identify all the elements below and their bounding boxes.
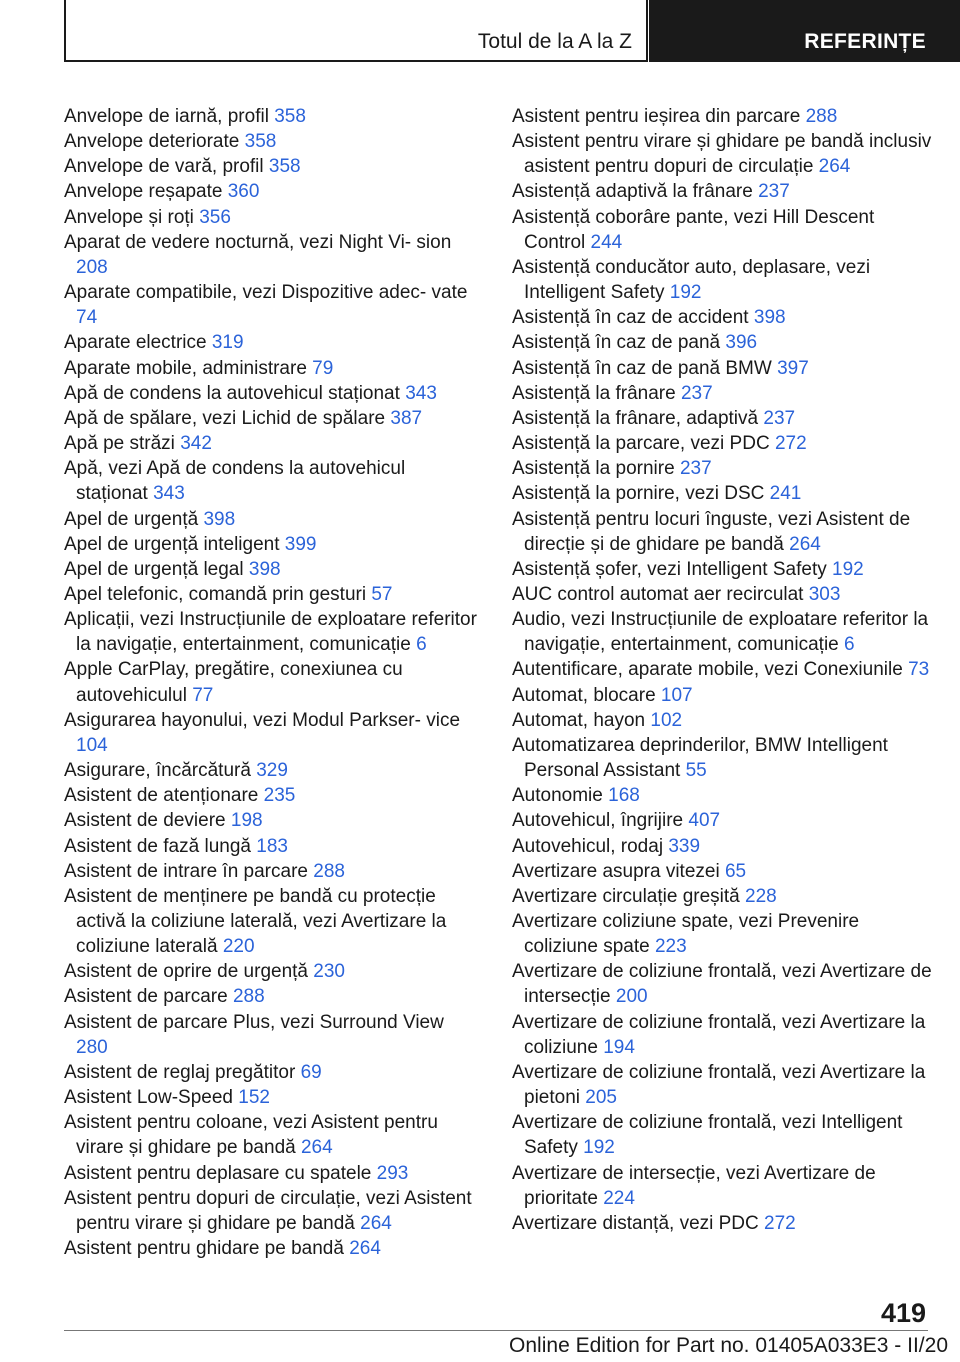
index-entry [64,708,478,758]
index-term: Asistent de oprire de urgență [64,961,308,983]
page-reference-link[interactable]: 228 [745,885,777,907]
index-term: Autonomie [512,785,603,807]
index-entry [512,783,932,808]
page-reference-link[interactable]: 329 [256,760,288,782]
page-reference-link[interactable]: 272 [774,433,807,455]
page-reference-link[interactable]: 104 [76,734,108,756]
chapter-tab [649,0,960,62]
page-reference-link[interactable]: 358 [268,156,301,178]
page-reference-link[interactable]: 398 [203,508,236,530]
page-reference-link[interactable]: 107 [660,684,693,706]
index-term: Avertizare coliziune spate, vezi Prevenire coliziune spate [512,911,860,958]
page-reference-link[interactable]: 293 [376,1162,409,1184]
index-entry [64,154,478,179]
page-reference-link[interactable]: 356 [199,206,231,228]
page-reference-link[interactable]: 237 [763,407,796,429]
index-term: Autentificare, aparate mobile, vezi Conexiunile [512,659,903,681]
index-entry [64,280,478,330]
page-reference-link[interactable]: 264 [349,1238,381,1260]
page-reference-link[interactable]: 230 [313,961,345,983]
index-entry [64,179,478,204]
index-term: Apel de urgență legal [64,558,244,580]
index-term: Anvelope de vară, profil [64,156,264,178]
page-reference-link[interactable]: 198 [230,810,263,832]
index-term: Asistent de parcare [64,986,228,1008]
page-reference-link[interactable]: 272 [764,1212,796,1234]
index-entry [512,305,932,330]
index-term: Asistent de reglaj pregătitor [64,1061,296,1083]
index-column-left [64,104,478,1261]
index-term: Asistență la pornire [512,458,675,480]
page-reference-link[interactable]: 387 [390,407,423,429]
index-term: Aparate compatibile, vezi Dispozitive adec‐ vate [64,282,468,304]
index-term: Automat, hayon [512,709,646,731]
index-term: Autovehicul, rodaj [512,835,664,857]
index-column-right [512,104,932,1236]
index-entry [64,984,478,1009]
index-term: Asistent pentru coloane, vezi Asistent pentru virare și ghidare pe bandă [64,1112,438,1159]
index-term: Anvelope și roți [64,206,194,228]
index-entry [64,884,478,959]
index-entry [512,708,932,733]
page-reference-link[interactable]: 77 [192,684,214,706]
page-reference-link[interactable]: 194 [603,1036,635,1058]
index-term: Asistent de intrare în parcare [64,860,308,882]
index-entry [64,1236,478,1261]
page-reference-link[interactable]: 208 [76,256,108,278]
index-entry [512,330,932,355]
index-entry [64,129,478,154]
index-term: Aparate electrice [64,332,207,354]
index-entry [512,406,932,431]
index-entry [512,909,932,959]
index-term: Asigurare, încărcătură [64,760,251,782]
index-entry [512,733,932,783]
page-reference-link[interactable]: 360 [227,181,260,203]
page-reference-link[interactable]: 69 [300,1061,322,1083]
index-term: Automatizarea deprinderilor, BMW Intelligent Personal Assistant [512,734,888,782]
index-term: Asistență la frânare, adaptivă [512,407,759,429]
index-term: Anvelope reșapate [64,181,223,203]
index-term: Autovehicul, îngrijire [512,810,684,832]
page-reference-link[interactable]: 339 [668,835,701,857]
page-reference-link[interactable]: 303 [808,583,841,605]
page-reference-link[interactable]: 288 [313,860,345,882]
page-reference-link[interactable]: 237 [680,382,713,404]
index-entry [512,959,932,1009]
index-entry [512,481,932,506]
page-reference-link[interactable]: 205 [585,1087,617,1109]
index-term: AUC control automat aer recirculat [512,583,804,605]
index-term: Asistent de fază lungă [64,835,251,857]
page-reference-link[interactable]: 398 [248,558,281,580]
index-entry [512,1060,932,1110]
index-entry [64,431,478,456]
page-reference-link[interactable]: 192 [832,558,864,580]
index-term: Aparate mobile, administrare [64,357,307,379]
page-reference-link[interactable]: 152 [238,1087,270,1109]
index-term: Asistent pentru deplasare cu spatele [64,1162,372,1184]
index-entry [512,129,932,179]
footer-divider [64,1330,928,1331]
page-reference-link[interactable]: 6 [844,634,855,656]
index-term: Anvelope de iarnă, profil [64,106,269,127]
page-reference-link[interactable]: 342 [180,433,212,455]
page-reference-link[interactable]: 358 [274,106,306,127]
index-entry [64,582,478,607]
page-reference-link[interactable]: 264 [789,533,821,555]
index-term: Apă de spălare, vezi Lichid de spălare [64,407,386,429]
page-number: 419 [880,1298,926,1328]
index-term: Aplicații, vezi Instrucțiunile de exploatare referitor la navigație, entertainment, comunicație [64,609,477,656]
index-entry [64,456,478,506]
index-term: Asistență pentru locuri înguste, vezi Asistent de direcție și de ghidare pe bandă [512,508,911,555]
page-reference-link[interactable]: 396 [725,332,758,354]
page-reference-link[interactable]: 224 [603,1187,635,1209]
index-entry [512,507,932,557]
index-entry [64,205,478,230]
page-reference-link[interactable]: 343 [405,382,437,404]
index-term: Asistent pentru dopuri de circulație, vezi Asistent pentru virare și ghidare pe bandă [64,1187,472,1234]
index-entry [512,1161,932,1211]
index-term: Asistent pentru ieșirea din parcare [512,106,801,127]
index-term: Avertizare de coliziune frontală, vezi Intelligent Safety [512,1112,903,1159]
page-reference-link[interactable]: 65 [724,860,747,882]
index-entry [64,1161,478,1186]
index-entry [64,607,478,657]
page-reference-link[interactable]: 399 [284,533,317,555]
page-reference-link[interactable]: 79 [312,357,334,379]
page-reference-link[interactable]: 288 [232,986,265,1008]
index-term: Asistent pentru virare și ghidare pe bandă inclusiv asistent pentru dopuri de circulație [512,131,932,178]
index-term: Asistență la pornire, vezi DSC [512,483,765,505]
index-entry [512,255,932,305]
index-entry [512,205,932,255]
index-term: Asistent Low-Speed [64,1087,233,1109]
index-term: Asistență adaptivă la frânare [512,181,753,203]
page-reference-link[interactable]: 6 [416,634,427,656]
index-term: Apel de urgență [64,508,199,530]
index-term: Avertizare de coliziune frontală, vezi Avertizare la pietoni [512,1061,926,1109]
index-term: Asigurarea hayonului, vezi Modul Parkser‐ vice [64,709,461,731]
index-term: Asistență la frânare [512,382,676,404]
page-reference-link[interactable]: 168 [608,785,640,807]
page-reference-link[interactable]: 288 [805,106,838,127]
index-entry [64,381,478,406]
page-reference-link[interactable]: 220 [222,936,255,958]
page-reference-link[interactable]: 223 [654,936,687,958]
index-term: Avertizare de coliziune frontală, vezi Avertizare la coliziune [512,1011,926,1058]
index-term: Apel telefonic, comandă prin gesturi [64,583,367,605]
index-term: Avertizare de intersecție, vezi Avertizare de prioritate [512,1162,876,1209]
page-reference-link[interactable]: 398 [753,307,786,329]
page-reference-link[interactable]: 235 [263,785,296,807]
chapter-title: REFERINȚE [804,30,926,53]
index-entry [64,406,478,431]
index-entry [512,381,932,406]
index-entry [512,834,932,859]
index-entry [64,1110,478,1160]
footer-edition: Online Edition for Part no. 01405A033E3 - II/20 [509,1334,948,1357]
section-title: Totul de la A la Z [477,30,632,53]
page-reference-link[interactable]: 264 [818,156,851,178]
index-entry [64,104,478,129]
index-entry [512,808,932,833]
index-term: Asistent de menținere pe bandă cu protecție activă la coliziune laterală, vezi Avertizare la coliziune laterală [64,885,447,958]
index-term: Apel de urgență inteligent [64,533,280,555]
index-term: Apple CarPlay, pregătire, conexiunea cu autovehiculul [64,659,403,706]
index-entry [64,1060,478,1085]
index-entry [512,356,932,381]
index-entry [512,582,932,607]
index-term: Avertizare distanță, vezi PDC [512,1212,759,1234]
index-entry [64,758,478,783]
index-term: Anvelope deteriorate [64,131,240,153]
page-reference-link[interactable]: 241 [769,483,802,505]
index-entry [64,507,478,532]
page-reference-link[interactable]: 192 [583,1137,615,1159]
index-term: Asistență șofer, vezi Intelligent Safety [512,558,827,580]
index-term: Asistență conducător auto, deplasare, vezi Intelligent Safety [512,256,871,304]
index-entry [512,1211,932,1236]
page-reference-link[interactable]: 264 [360,1212,392,1234]
index-entry [512,179,932,204]
index-term: Apă pe străzi [64,433,175,455]
index-term: Audio, vezi Instrucțiunile de exploatare referitor la navigație, entertainment, comunicație [512,609,929,656]
index-entry [64,834,478,859]
index-entry [64,859,478,884]
page-reference-link[interactable]: 244 [590,231,623,253]
index-entry [64,1186,478,1236]
index-term: Asistent de parcare Plus, vezi Surround View [64,1011,444,1033]
page-reference-link[interactable]: 74 [76,307,98,329]
index-term: Asistență în caz de pană [512,332,721,354]
index-term: Asistență în caz de pană BMW [512,357,772,379]
index-term: Automat, blocare [512,684,656,706]
index-term: Avertizare circulație greșită [512,885,740,907]
page-reference-link[interactable]: 73 [908,659,930,681]
page-header [64,0,960,64]
index-entry [512,456,932,481]
index-entry [64,783,478,808]
index-entry [512,557,932,582]
index-entry [64,1085,478,1110]
page-reference-link[interactable]: 397 [777,357,809,379]
index-entry [64,808,478,833]
page-reference-link[interactable]: 264 [300,1137,333,1159]
page-reference-link[interactable]: 358 [244,131,277,153]
index-term: Asistent de deviere [64,810,226,832]
index-entry [512,104,932,129]
index-term: Asistență la parcare, vezi PDC [512,433,770,455]
index-entry [512,431,932,456]
page-reference-link[interactable]: 102 [650,709,683,731]
page-reference-link[interactable]: 192 [669,282,702,304]
page-reference-link[interactable]: 237 [679,458,712,480]
index-entry [64,230,478,280]
index-entry [64,959,478,984]
index-term: Apă de condens la autovehicul staționat [64,382,400,404]
index-entry [512,884,932,909]
page-reference-link[interactable]: 343 [153,483,185,505]
section-tab [64,0,648,62]
page-reference-link[interactable]: 55 [685,760,707,782]
index-entry [512,859,932,884]
index-entry [512,1110,932,1160]
page-reference-link[interactable]: 319 [211,332,244,354]
index-entry [64,532,478,557]
index-entry [64,1010,478,1060]
index-term: Avertizare asupra vitezei [512,860,720,882]
index-entry [512,657,932,682]
index-entry [512,683,932,708]
index-entry [512,607,932,657]
index-entry [64,356,478,381]
index-term: Asistent de atenționare [64,785,259,807]
index-entry [64,557,478,582]
index-entry [64,657,478,707]
index-term: Avertizare de coliziune frontală, vezi Avertizare de intersecție [512,961,932,1008]
page-reference-link[interactable]: 280 [76,1036,108,1058]
page-reference-link[interactable]: 57 [371,583,393,605]
page-reference-link[interactable]: 183 [256,835,288,857]
index-entry [64,330,478,355]
index-entry [512,1010,932,1060]
page-reference-link[interactable]: 200 [615,986,648,1008]
index-term: Asistent pentru ghidare pe bandă [64,1238,344,1260]
page-reference-link[interactable]: 407 [688,810,721,832]
page-reference-link[interactable]: 237 [758,181,790,203]
index-term: Aparat de vedere nocturnă, vezi Night Vi‐ sion [64,231,452,253]
index-term: Asistență în caz de accident [512,307,749,329]
index-term: Asistență coborâre pante, vezi Hill Descent Control [512,206,875,253]
index-term: Apă, vezi Apă de condens la autovehicul staționat [64,458,406,505]
